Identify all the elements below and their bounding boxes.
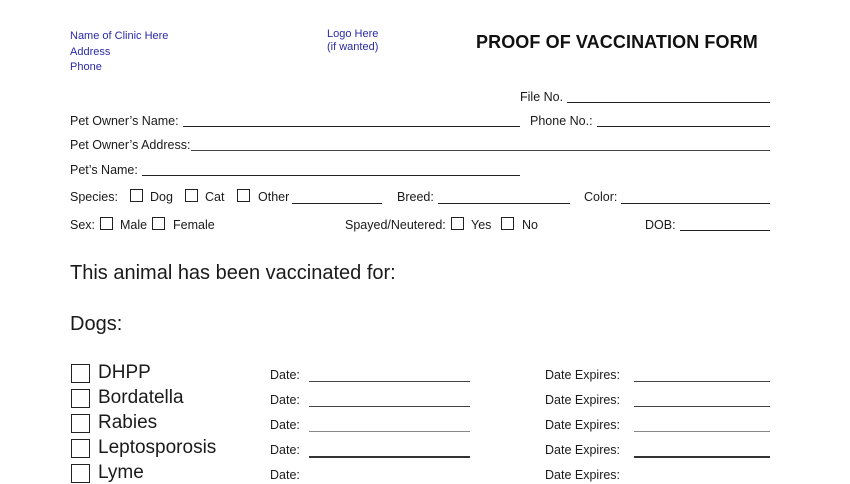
sex-male-label: Male (120, 218, 148, 232)
vaccine-bordatella-label: Bordatella (98, 387, 184, 408)
vaccine-dhpp-date-field[interactable] (309, 381, 470, 382)
species-cat-label: Cat (205, 190, 225, 204)
clinic-address: Address (70, 45, 111, 58)
species-other-field[interactable] (292, 203, 382, 204)
vaccine-lyme-date-label: Date: (270, 468, 300, 482)
owner-name-field[interactable] (183, 126, 520, 127)
vaccine-dhpp-checkbox[interactable] (71, 364, 90, 383)
vaccine-leptosporosis-label: Leptosporosis (98, 437, 217, 458)
spayed-yes-checkbox[interactable] (451, 217, 464, 230)
vaccination-heading: This animal has been vaccinated for: (70, 262, 396, 284)
spayed-no-label: No (522, 218, 538, 232)
sex-label: Sex: (70, 218, 96, 232)
species-dog-label: Dog (150, 190, 173, 204)
species-cat-checkbox[interactable] (185, 189, 198, 202)
dogs-section-heading: Dogs: (70, 313, 123, 335)
logo-line1: Logo Here (327, 28, 379, 40)
vaccine-rabies-checkbox[interactable] (71, 414, 90, 433)
owner-address-label: Pet Owner’s Address: (70, 138, 191, 152)
vaccine-rabies-date-field[interactable] (309, 431, 470, 432)
phone-no-field[interactable] (597, 126, 770, 127)
vaccine-rabies-date-label: Date: (270, 418, 300, 432)
vaccine-rabies-expires-label: Date Expires: (545, 418, 621, 432)
sex-male-checkbox[interactable] (100, 217, 113, 230)
species-dog-checkbox[interactable] (130, 189, 143, 202)
vaccine-bordatella-expires-label: Date Expires: (545, 393, 621, 407)
phone-no-label: Phone No.: (530, 114, 593, 128)
vaccine-bordatella-date-label: Date: (270, 393, 300, 407)
vaccine-rabies-expires-field[interactable] (634, 431, 770, 432)
logo-placeholder (327, 28, 378, 54)
dob-label: DOB: (645, 218, 676, 232)
vaccine-leptosporosis-expires-label: Date Expires: (545, 443, 621, 457)
species-other-label: Other (258, 190, 290, 204)
vaccine-dhpp-expires-field[interactable] (634, 381, 770, 382)
spayed-yes-label: Yes (471, 218, 492, 232)
breed-label: Breed: (397, 190, 434, 204)
owner-address-field[interactable] (191, 150, 770, 151)
vaccine-dhpp-date-label: Date: (270, 368, 300, 382)
vaccine-leptosporosis-date-label: Date: (270, 443, 300, 457)
vaccine-leptosporosis-date-field[interactable] (309, 456, 470, 458)
vaccine-dhpp-label: DHPP (98, 362, 151, 383)
vaccine-bordatella-date-field[interactable] (309, 406, 470, 407)
vaccine-dhpp-expires-label: Date Expires: (545, 368, 621, 382)
color-label: Color: (584, 190, 618, 204)
vaccine-lyme-checkbox[interactable] (71, 464, 90, 483)
species-other-checkbox[interactable] (237, 189, 250, 202)
vaccine-lyme-label: Lyme (98, 462, 144, 483)
clinic-info (70, 29, 168, 76)
vaccine-bordatella-checkbox[interactable] (71, 389, 90, 408)
vaccine-lyme-expires-label: Date Expires: (545, 468, 621, 482)
breed-field[interactable] (438, 203, 570, 204)
page-title: PROOF OF VACCINATION FORM (476, 32, 758, 52)
species-label: Species: (70, 190, 118, 204)
color-field[interactable] (621, 203, 770, 204)
vaccine-bordatella-expires-field[interactable] (634, 406, 770, 407)
file-no-label: File No. (520, 90, 564, 104)
sex-female-label: Female (173, 218, 215, 232)
dob-field[interactable] (680, 230, 770, 231)
logo-line2: (if wanted) (327, 41, 379, 53)
clinic-name: Name of Clinic Here (70, 30, 169, 42)
spayed-no-checkbox[interactable] (501, 217, 514, 230)
clinic-phone: Phone (70, 61, 102, 73)
pet-name-field[interactable] (142, 175, 520, 176)
vaccine-leptosporosis-checkbox[interactable] (71, 439, 90, 458)
sex-female-checkbox[interactable] (152, 217, 165, 230)
owner-name-label: Pet Owner’s Name: (70, 114, 179, 128)
spayed-label: Spayed/Neutered: (345, 218, 446, 232)
vaccine-leptosporosis-expires-field[interactable] (634, 456, 770, 458)
vaccine-rabies-label: Rabies (98, 412, 158, 433)
pet-name-label: Pet’s Name: (70, 163, 138, 177)
file-no-field[interactable] (567, 102, 770, 103)
